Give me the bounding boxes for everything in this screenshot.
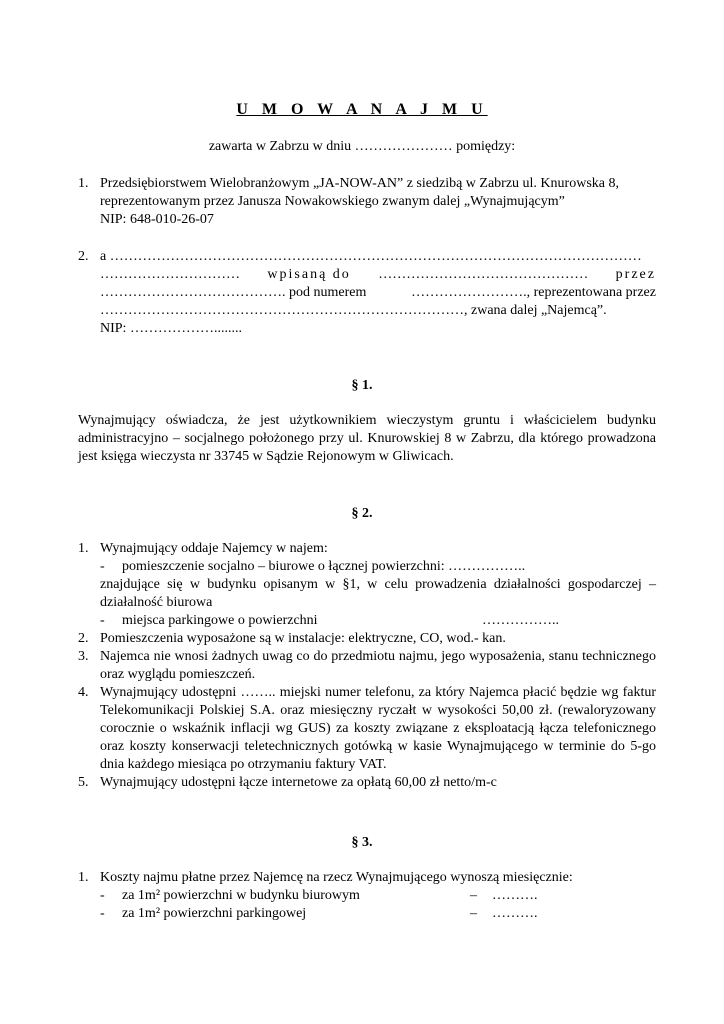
section-3-title: § 3. — [351, 835, 373, 850]
party-1-number: 1. — [78, 176, 89, 191]
party-1-line-2: reprezentowanym przez Janusza Nowakowskiego zwanym dalej „Wynajmującym” — [100, 194, 565, 209]
section-3-list — [78, 869, 656, 923]
party-2-line-3: …………………………………. pod numerem ……………………., reprezentowana przez — [100, 285, 656, 300]
party-2-line-1: a …………………………………………………………………………………………………… — [100, 249, 642, 264]
document-title: U M O W A N A J M U — [236, 101, 488, 118]
party-2-nip: NIP: ………………........ — [100, 321, 242, 336]
party-1 — [78, 175, 656, 229]
document-subtitle: zawarta w Zabrzu w dniu ………………… pomiędzy: — [208, 139, 516, 154]
section-1-text: Wynajmujący oświadcza, że jest użytkownikiem wieczystym gruntu i właścicielem budynku administracyjno – socjalnego położonego przy ul. Knurowskiej 8 w Zabrzu, dla którego prowadzona jest księga wieczysta nr 33745 w Sądzie Rejonowym w Gliwicach. — [78, 413, 656, 464]
section-2-item-5: 5. Wynajmujący udostępni łącze internetowe za opłatą 60,00 zł netto/m-c — [78, 775, 497, 790]
party-1-nip: NIP: 648-010-26-07 — [100, 212, 214, 227]
party-2 — [78, 248, 656, 338]
party-2-line-4: ……………………………………………………………………, zwana dalej „Najemcą”. — [100, 303, 607, 318]
section-1-title: § 1. — [351, 378, 373, 393]
party-1-line-1: Przedsiębiorstwem Wielobranżowym „JA-NOW-AN” z siedzibą w Zabrzu ul. Knurowska 8, — [100, 176, 619, 191]
section-3-item-1: 1. Koszty najmu płatne przez Najemcę na rzecz Wynajmującego wynoszą miesięcznie: - za 1m² powierzchni w budynku biurowym – ………. - za 1m² powierzchni parkingowej – ………. — [78, 870, 573, 921]
party-2-number: 2. — [78, 249, 89, 264]
section-2-item-2: 2. Pomieszczenia wyposażone są w instalacje: elektryczne, CO, wod.- kan. — [78, 631, 506, 646]
section-2-list — [78, 540, 656, 792]
party-2-line-2: ………………………… wpisaną do ……………………………………… przez — [100, 267, 656, 282]
section-2-item-4: 4. Wynajmujący udostępni …….. miejski numer telefonu, za który Najemca płacić będzie wg faktur Telekomunikacji Polskiej S.A. oraz miesięczny ryczałt w wysokości 50,00 zł. (rewaloryzowany corocznie o wskaźnik inflacji wg GUS) za koszty związane z eksploatacją łącza telefonicznego oraz koszty konserwacji teletechnicznych gotówką w kasie Wynajmującego w terminie do 5-go dnia każdego miesiąca po otrzymaniu faktury VAT. — [78, 685, 656, 772]
section-2-item-1: 1. Wynajmujący oddaje Najemcy w najem: - pomieszczenie socjalno – biurowe o łącznej powierzchni: …………….. znajdujące się w budynku opisanym w §1, w celu prowadzenia działalności gospodarczej – działalność biurowa - miejsca parkingowe o powierzchni …………….. — [78, 541, 656, 628]
section-2-item-3: 3. Najemca nie wnosi żadnych uwag co do przedmiotu najmu, jego wyposażenia, stanu technicznego oraz wyglądu pomieszczeń. — [78, 649, 656, 682]
section-2-title: § 2. — [351, 506, 373, 521]
